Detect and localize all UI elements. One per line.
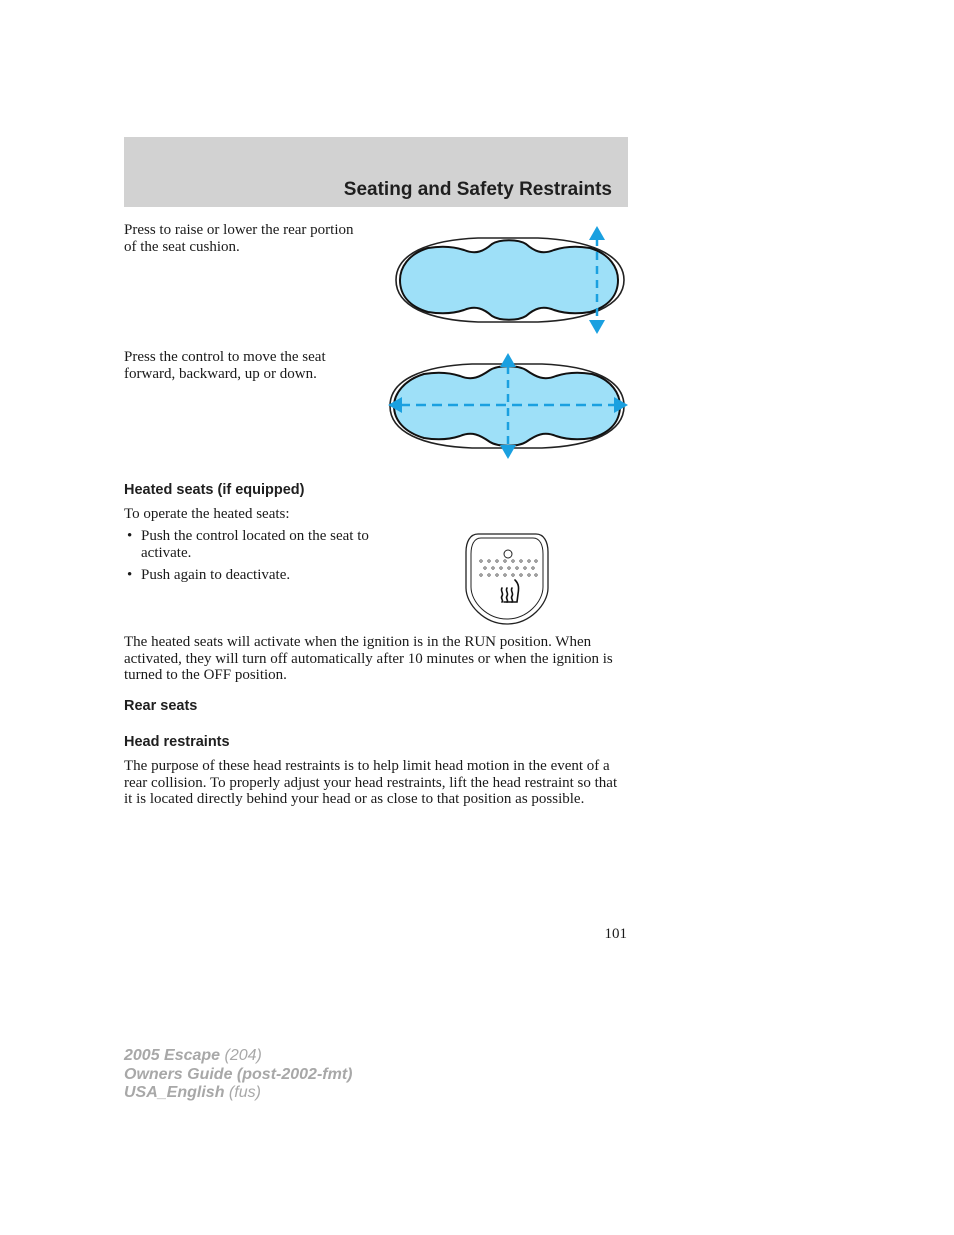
four-way-seat-control-figure: [386, 352, 630, 462]
rear-cushion-instruction: Press to raise or lower the rear portion of the seat cushion.: [124, 222, 354, 255]
document-footer: [124, 1047, 352, 1103]
footer-language-code: (fus): [224, 1084, 261, 1101]
arrow-down-icon: [589, 320, 605, 334]
list-item: • Push again to deactivate.: [124, 567, 377, 584]
section-title: Seating and Safety Restraints: [343, 179, 612, 200]
arrow-down-icon: [500, 445, 516, 459]
footer-language: USA_English: [124, 1084, 225, 1101]
control-seat-button: [394, 366, 620, 446]
heated-seat-switch-figure: [464, 532, 550, 626]
control-seat-button: [400, 240, 618, 320]
list-item: • Push the control located on the seat to activate.: [124, 528, 377, 561]
footer-model-code: (204): [220, 1047, 262, 1064]
switch-outer-outline: [466, 534, 548, 624]
arrow-up-icon: [589, 226, 605, 240]
heated-seats-description: The heated seats will activate when the ignition is in the RUN position. When activated, they will turn off automatically after 10 minutes or when the ignition is turned to the OFF position.: [124, 634, 613, 683]
rear-cushion-control-figure: [388, 224, 630, 336]
head-restraints-description: The purpose of these head restraints is to help limit head motion in the event of a rear collision. To properly adjust your head restraints, lift the head restraint so that it is located directly behind your head or as close to that position as possible.: [124, 758, 618, 807]
footer-guide: Owners Guide (post-2002-fmt): [124, 1065, 353, 1083]
heated-seats-heading: Heated seats (if equipped): [124, 482, 305, 498]
section-header-band: [124, 137, 628, 207]
heated-seats-steps: [124, 528, 377, 584]
arrow-up-icon: [500, 353, 516, 367]
head-restraints-heading: Head restraints: [124, 734, 230, 750]
page-number: 101: [604, 926, 627, 942]
heated-seats-intro: To operate the heated seats:: [124, 506, 290, 522]
move-seat-instruction: Press the control to move the seat forward, backward, up or down.: [124, 349, 326, 382]
footer-model: 2005 Escape: [124, 1047, 221, 1064]
rear-seats-heading: Rear seats: [124, 698, 198, 714]
